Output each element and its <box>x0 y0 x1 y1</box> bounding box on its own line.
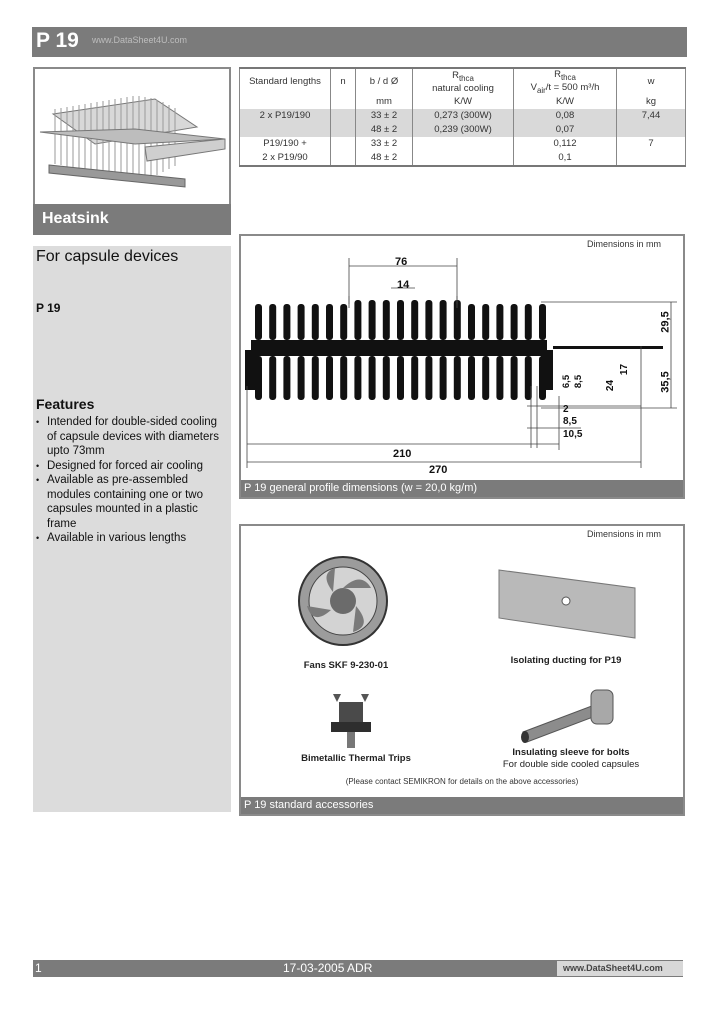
heatsink-photo <box>35 69 229 205</box>
fin-bottom <box>354 356 361 400</box>
unit-forced: K/W <box>514 95 617 109</box>
dim-note: Dimensions in mm <box>586 529 661 539</box>
fin-bottom <box>454 356 461 400</box>
dim-note: Dimensions in mm <box>586 239 661 249</box>
dim-8-5-b: 8,5 <box>563 416 577 427</box>
fin-top <box>482 304 489 340</box>
col-rthca-natural: $R_{thca}$ natural cooling <box>413 68 514 95</box>
description-panel <box>33 246 231 812</box>
dim-35-5: 35,5 <box>659 371 672 393</box>
accessories-figure <box>239 524 685 816</box>
col-bd: b / d Ø <box>356 68 413 95</box>
col-rthca-forced: $R_{thca}$ $V_{air}/t = 500$ m³/h <box>514 68 617 95</box>
contact-note: (Please contact SEMIKRON for details on the above accessories) <box>345 777 579 786</box>
features-list <box>33 415 229 546</box>
dim-24: 24 <box>605 379 617 392</box>
trip-label: Bimetallic Thermal Trips <box>301 753 411 764</box>
spec-table <box>239 67 686 167</box>
dim-210: 210 <box>393 448 412 460</box>
table-row: P19/190 + 33 ± 2 0,112 7 <box>240 137 686 151</box>
dim-14: 14 <box>397 279 410 291</box>
fin-top <box>397 300 404 340</box>
dim-17: 17 <box>619 363 631 376</box>
fin-top <box>283 304 290 340</box>
fin-top <box>369 300 376 340</box>
fin-bottom <box>440 356 447 400</box>
fin-bottom <box>383 356 390 400</box>
table-row: 2 x P19/90 48 ± 2 0,1 <box>240 151 686 166</box>
fin-top <box>340 304 347 340</box>
fin-bottom <box>312 356 319 400</box>
dim-76: 76 <box>395 256 408 268</box>
dim-8-5-a: 8,5 <box>573 374 585 389</box>
fin-top <box>511 304 518 340</box>
feature-item: • Available in various lengths <box>47 531 229 546</box>
fin-top <box>525 304 532 340</box>
profile-drawing <box>241 236 683 480</box>
table-row: 2 x P19/190 33 ± 2 0,273 (300W) 0,08 7,44 <box>240 109 686 123</box>
col-n: n <box>331 68 356 95</box>
fan-label: Fans SKF 9-230-01 <box>303 660 389 671</box>
fin-bottom <box>269 356 276 400</box>
fin-top <box>354 300 361 340</box>
fin-top <box>298 304 305 340</box>
fin-top <box>255 304 262 340</box>
fin-top <box>440 300 447 340</box>
col-w: w <box>617 68 686 95</box>
product-code: P 19 <box>36 301 61 315</box>
base-plate <box>251 340 547 356</box>
profile-caption: P 19 general profile dimensions (w = 20,0 kg/m) <box>241 480 683 497</box>
unit-bd: mm <box>356 95 413 109</box>
fin-bottom <box>397 356 404 400</box>
thermal-trip-icon <box>331 694 371 748</box>
page-number: 1 <box>35 961 42 975</box>
fin-bottom <box>468 356 475 400</box>
ducting-label: Isolating ducting for P19 <box>510 655 622 666</box>
header-watermark: www.DataSheet4U.com <box>92 35 188 45</box>
sleeve-icon <box>521 690 613 743</box>
header-bar <box>32 27 687 57</box>
fin-bottom <box>283 356 290 400</box>
table-row: 48 ± 2 0,239 (300W) 0,07 <box>240 123 686 137</box>
fan-icon <box>299 557 387 645</box>
fin-top <box>312 304 319 340</box>
fin-bottom <box>369 356 376 400</box>
fin-top <box>468 304 475 340</box>
profile-figure <box>239 234 685 499</box>
fin-top <box>411 300 418 340</box>
footer-bar <box>33 960 683 977</box>
fin-bottom <box>411 356 418 400</box>
sleeve-label: Insulating sleeve for bolts <box>512 747 630 758</box>
footer-watermark: www.DataSheet4U.com <box>557 961 683 976</box>
fin-bottom <box>298 356 305 400</box>
features-heading: Features <box>36 396 95 412</box>
sleeve-sub: For double side cooled capsules <box>502 759 640 770</box>
feature-item: • Intended for double-sided cooling of capsule devices with diameters upto 73mm <box>47 415 229 459</box>
category-band: Heatsink <box>33 204 231 235</box>
dim-6-5: 6,5 <box>561 374 573 389</box>
fin-top <box>326 304 333 340</box>
fin-top <box>539 304 546 340</box>
feature-item: • Available as pre-assembled modules containing one or two capsules mounted in a plastic frame <box>47 473 229 531</box>
footer-date: 17-03-2005 ADR <box>283 961 373 975</box>
fin-bottom <box>511 356 518 400</box>
dim-10-5: 10,5 <box>563 429 583 440</box>
fin-bottom <box>326 356 333 400</box>
fin-top <box>269 304 276 340</box>
dim-29-5: 29,5 <box>659 311 672 333</box>
fin-top <box>425 300 432 340</box>
fin-bottom <box>425 356 432 400</box>
col-standard-lengths: Standard lengths <box>240 68 331 95</box>
page-title: P 19 <box>36 29 79 52</box>
fin-bottom <box>496 356 503 400</box>
dim-270: 270 <box>429 464 448 476</box>
feature-item: • Designed for forced air cooling <box>47 459 229 474</box>
accessories-caption: P 19 standard accessories <box>241 797 683 814</box>
fin-top <box>496 304 503 340</box>
dim-2: 2 <box>563 404 569 415</box>
fin-bottom <box>482 356 489 400</box>
unit-w: kg <box>617 95 686 109</box>
fin-top <box>383 300 390 340</box>
fin-bottom <box>340 356 347 400</box>
unit-nat: K/W <box>413 95 514 109</box>
subtitle: For capsule devices <box>36 248 179 265</box>
